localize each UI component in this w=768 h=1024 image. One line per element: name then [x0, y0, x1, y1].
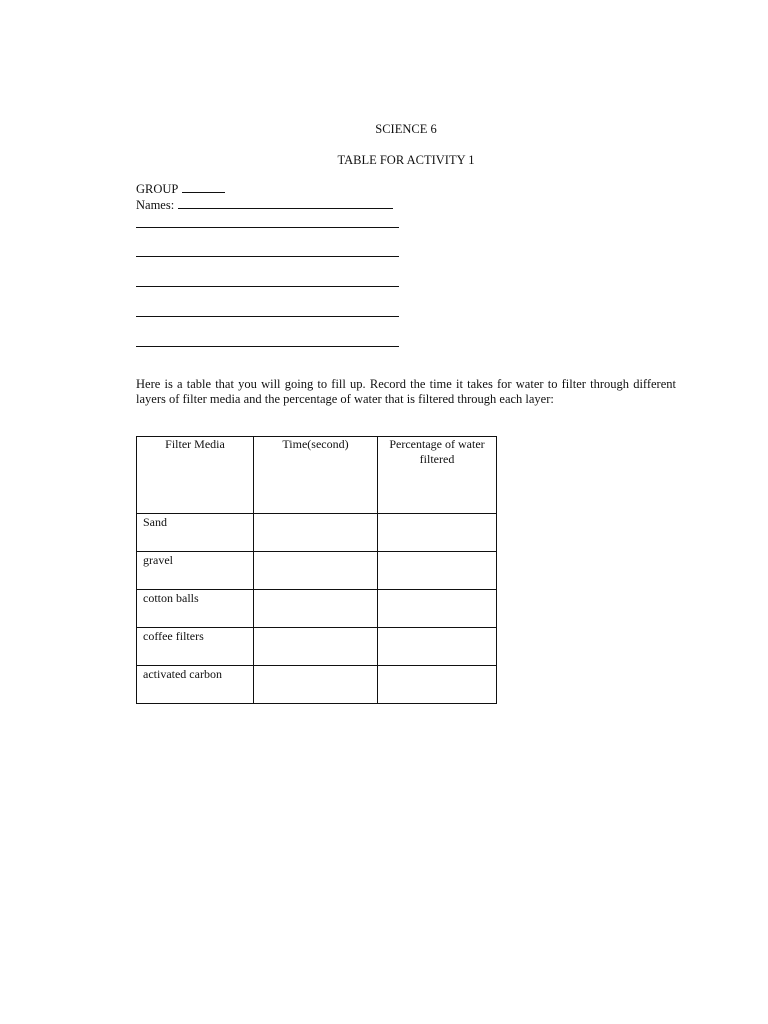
media-cell: activated carbon [137, 666, 254, 704]
media-cell: Sand [137, 514, 254, 552]
names-blank-4[interactable] [136, 286, 399, 287]
group-blank[interactable] [182, 182, 225, 193]
table-row [137, 514, 497, 552]
group-label: GROUP [136, 182, 179, 196]
names-blank-3[interactable] [136, 256, 399, 257]
percentage-cell[interactable] [378, 666, 497, 704]
percentage-cell[interactable] [378, 514, 497, 552]
header-filter-media: Filter Media [137, 437, 254, 514]
table-header-row [137, 437, 497, 514]
names-blank-1[interactable] [178, 198, 393, 209]
time-cell[interactable] [254, 552, 378, 590]
header-percentage: Percentage of water filtered [378, 437, 497, 514]
time-cell[interactable] [254, 628, 378, 666]
page-title: SCIENCE 6 [375, 122, 437, 136]
instructions-paragraph: Here is a table that you will going to fill up. Record the time it takes for water to filter through different layers of filter media and the percentage of water that is filtered through each layer: [136, 377, 676, 406]
names-label: Names: [136, 198, 175, 212]
time-cell[interactable] [254, 666, 378, 704]
percentage-cell[interactable] [378, 552, 497, 590]
names-field [136, 198, 393, 213]
names-blank-5[interactable] [136, 316, 399, 317]
table-row [137, 590, 497, 628]
table-row [137, 666, 497, 704]
media-cell: coffee filters [137, 628, 254, 666]
table-row [137, 628, 497, 666]
activity-table [136, 436, 497, 704]
media-cell: cotton balls [137, 590, 254, 628]
names-blank-6[interactable] [136, 346, 399, 347]
names-blank-2[interactable] [136, 227, 399, 228]
percentage-cell[interactable] [378, 628, 497, 666]
page-subtitle: TABLE FOR ACTIVITY 1 [337, 153, 475, 167]
time-cell[interactable] [254, 514, 378, 552]
time-cell[interactable] [254, 590, 378, 628]
group-field [136, 182, 225, 197]
header-time: Time(second) [254, 437, 378, 514]
media-cell: gravel [137, 552, 254, 590]
percentage-cell[interactable] [378, 590, 497, 628]
table-row [137, 552, 497, 590]
